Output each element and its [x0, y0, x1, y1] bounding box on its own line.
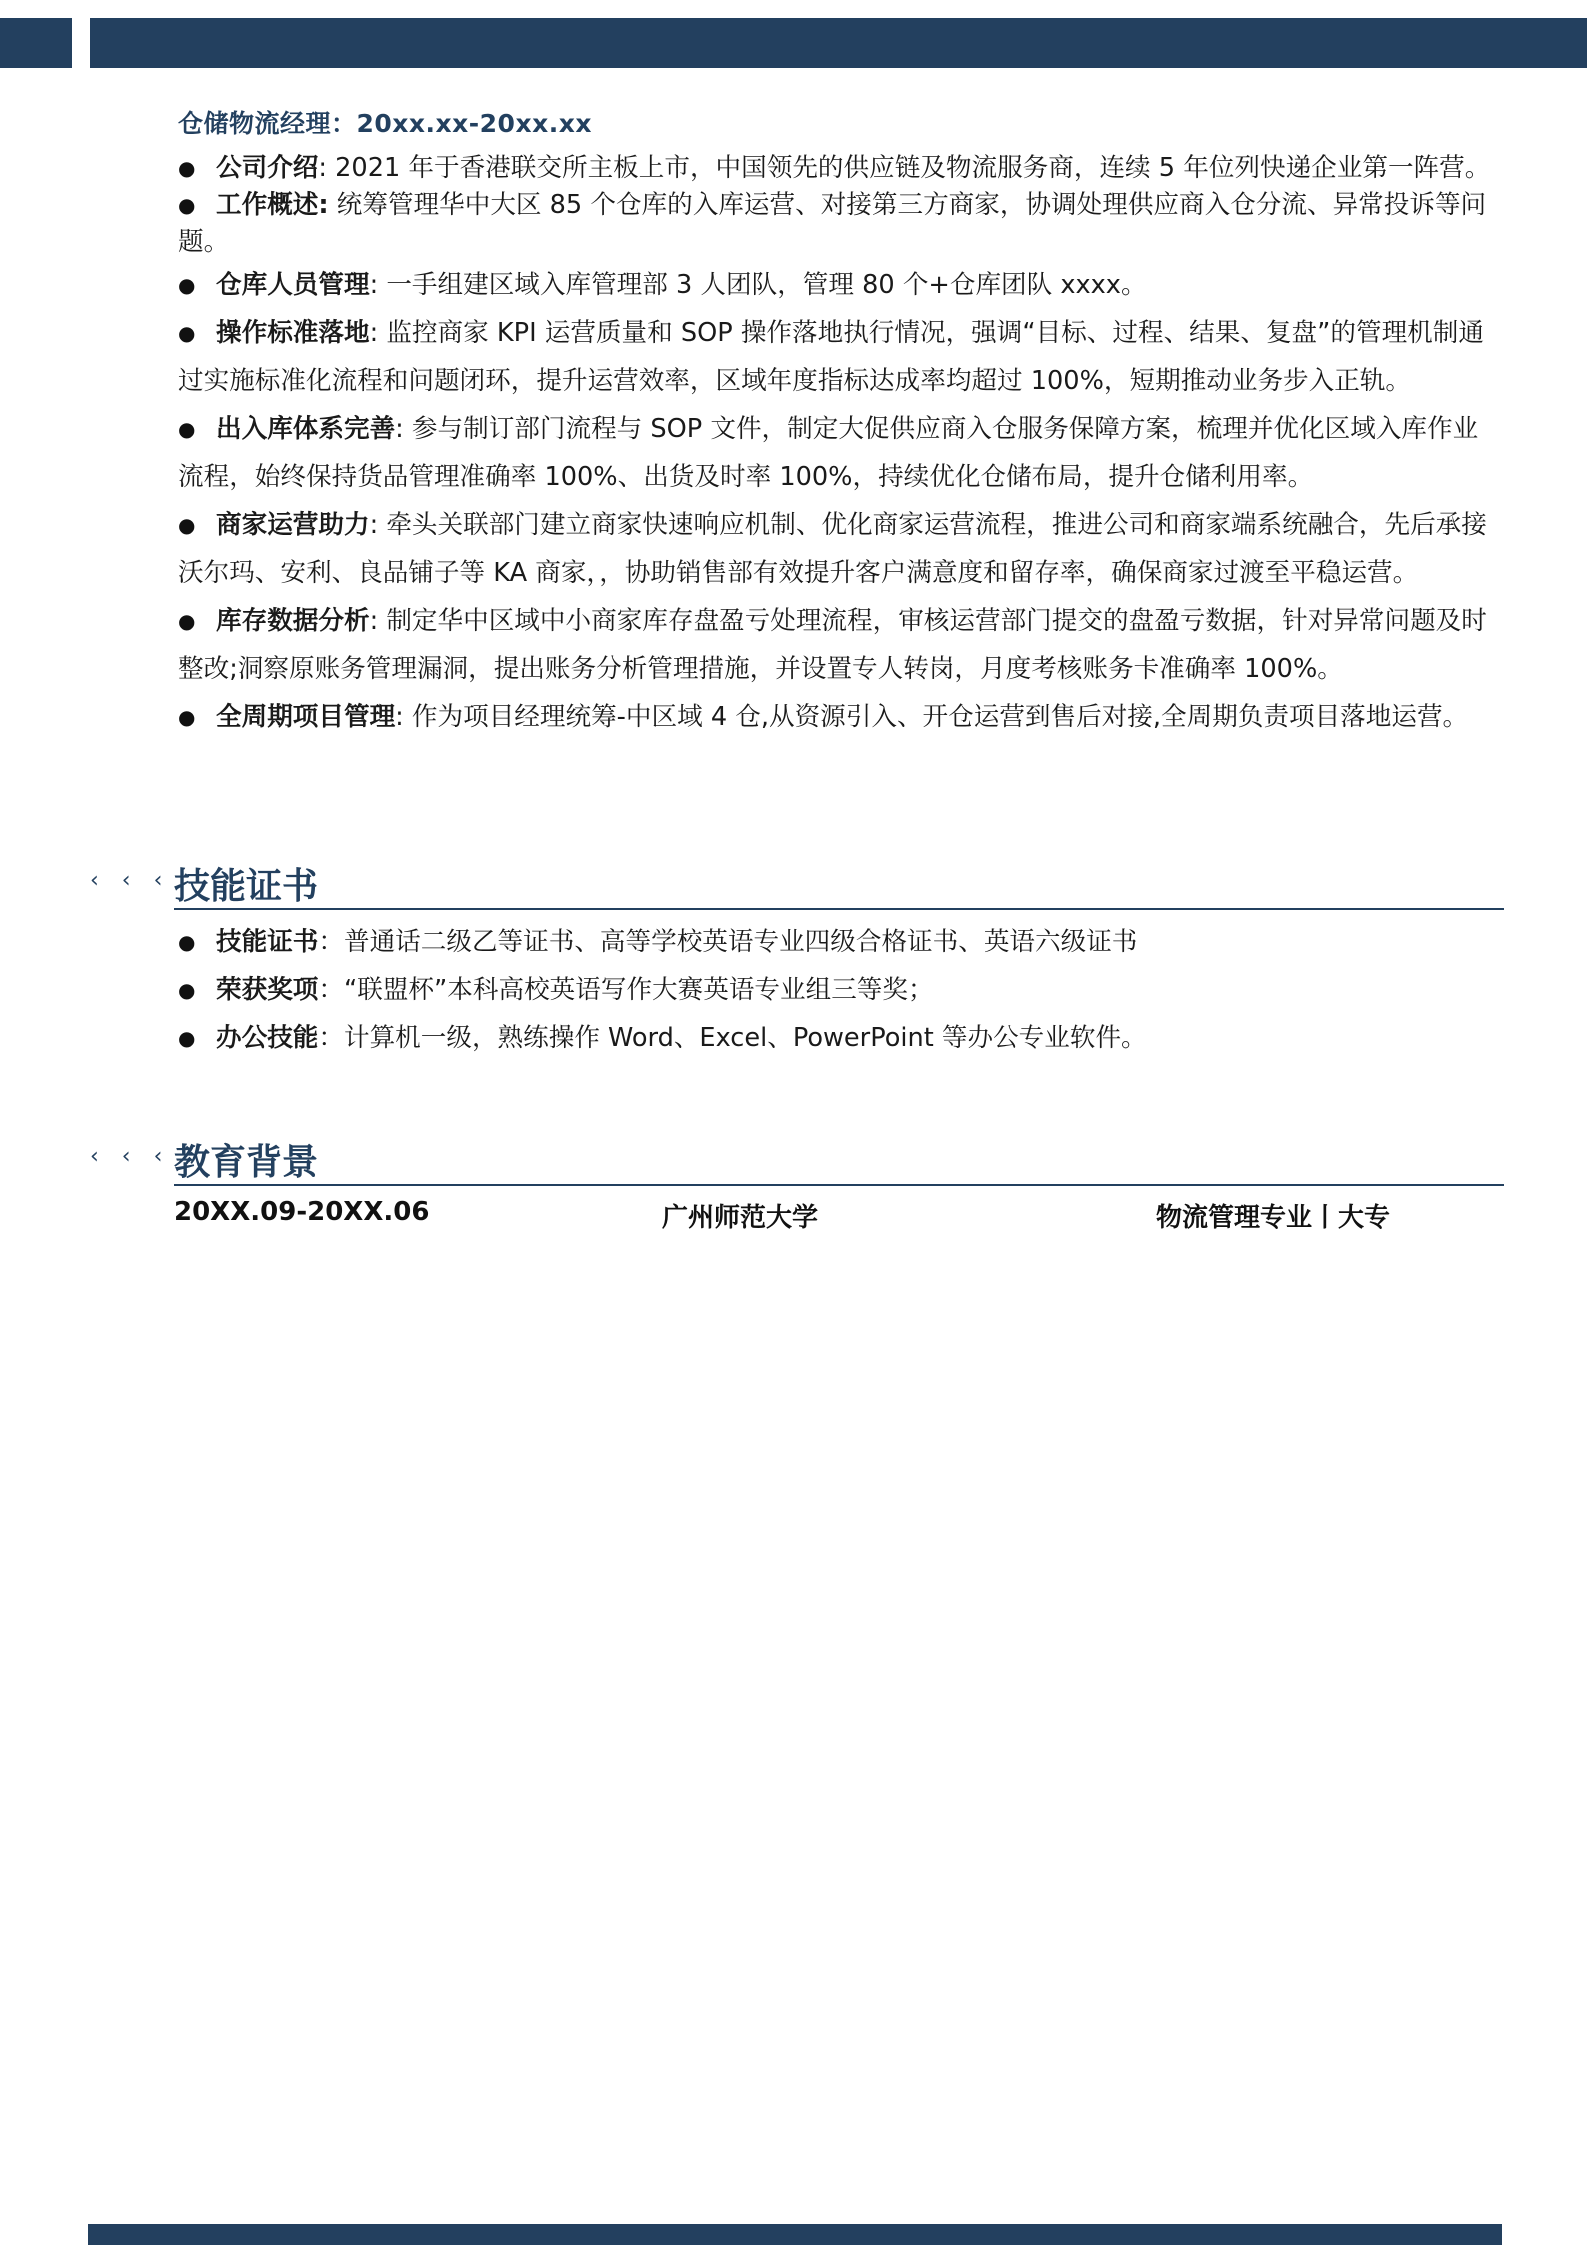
chevron-left-icon: ‹ ‹ ‹ [90, 1144, 171, 1169]
section-divider [174, 908, 1504, 910]
education-period: 20XX.09-20XX.06 [174, 1197, 430, 1227]
list-item [178, 150, 1502, 187]
bullet-text: : 制定华中区域中小商家库存盘盈亏处理流程，审核运营部门提交的盘盈亏数据，针对异常问题及时整改;洞察原账务管理漏洞，提出账务分析管理措施，并设置专人转岗，月度考核账务卡准确率 100%。 [178, 606, 1487, 684]
bullet-label: 操作标准落地 [216, 318, 370, 348]
job-title: 仓储物流经理：20xx.xx-20xx.xx [178, 109, 592, 138]
education-school: 广州师范大学 [662, 1203, 819, 1233]
list-item [178, 1014, 1502, 1062]
bullet-label: 仓库人员管理 [216, 270, 370, 300]
header-bar-left [0, 18, 72, 68]
list-item [178, 309, 1502, 405]
chevron-left-icon: ‹ ‹ ‹ [90, 868, 171, 893]
bullet-label: 商家运营助力 [216, 510, 370, 540]
bullet-text: ：计算机一级，熟练操作 Word、Excel、PowerPoint 等办公专业软件。 [318, 1023, 1147, 1053]
bullet-label: 技能证书 [216, 927, 319, 957]
header-bar-right [90, 18, 1587, 68]
bullet-label: 公司介绍 [216, 153, 319, 183]
list-item [178, 187, 1502, 261]
list-item [178, 918, 1502, 966]
bullet-label: 工作概述: [216, 190, 329, 220]
bullet-label: 出入库体系完善 [216, 414, 396, 444]
education-major: 物流管理专业丨大专 [1156, 1203, 1391, 1233]
bullet-text: : 一手组建区域入库管理部 3 人团队，管理 80 个+仓库团队 xxxx。 [369, 270, 1147, 300]
bullet-text: 统筹管理华中大区 85 个仓库的入库运营、对接第三方商家，协调处理供应商入仓分流、异常投诉等问题。 [178, 190, 1487, 257]
bullet-text: : 监控商家 KPI 运营质量和 SOP 操作落地执行情况，强调“目标、过程、结果、复盘”的管理机制通过实施标准化流程和问题闭环，提升运营效率，区域年度指标达成率均超过 100%，短期推动业务步入正轨。 [178, 318, 1484, 396]
list-item [178, 693, 1502, 741]
bullet-label: 全周期项目管理 [216, 702, 396, 732]
list-item [178, 501, 1502, 597]
bullet-text: : 参与制订部门流程与 SOP 文件，制定大促供应商入仓服务保障方案，梳理并优化区域入库作业流程，始终保持货品管理准确率 100%、出货及时率 100%，持续优化仓储布局，提升仓储利用率。 [178, 414, 1479, 492]
footer-bar [88, 2224, 1502, 2245]
bullet-label: 荣获奖项 [216, 975, 319, 1005]
job-bullet-list [178, 150, 1502, 741]
skills-list [178, 918, 1502, 1062]
bullet-label: 库存数据分析 [216, 606, 370, 636]
bullet-text: : 作为项目经理统筹-中区域 4 仓,从资源引入、开仓运营到售后对接,全周期负责项目落地运营。 [395, 702, 1469, 732]
education-row [174, 1197, 1504, 1237]
list-item [178, 405, 1502, 501]
section-title: 技能证书 [174, 866, 319, 907]
section-title: 教育背景 [174, 1142, 319, 1183]
bullet-text: ：普通话二级乙等证书、高等学校英语专业四级合格证书、英语六级证书 [318, 927, 1138, 957]
bullet-text: : 2021 年于香港联交所主板上市，中国领先的供应链及物流服务商，连续 5 年位列快递企业第一阵营。 [318, 153, 1491, 183]
list-item [178, 966, 1502, 1014]
list-item [178, 261, 1502, 309]
bullet-text: ：“联盟杯”本科高校英语写作大赛英语专业组三等奖； [318, 975, 934, 1005]
section-divider [174, 1184, 1504, 1186]
bullet-text: : 牵头关联部门建立商家快速响应机制、优化商家运营流程，推进公司和商家端系统融合，先后承接沃尔玛、安利、良品铺子等 KA 商家，，协助销售部有效提升客户满意度和留存率，确保商家过渡至平稳运营。 [178, 510, 1487, 588]
list-item [178, 597, 1502, 693]
bullet-label: 办公技能 [216, 1023, 319, 1053]
